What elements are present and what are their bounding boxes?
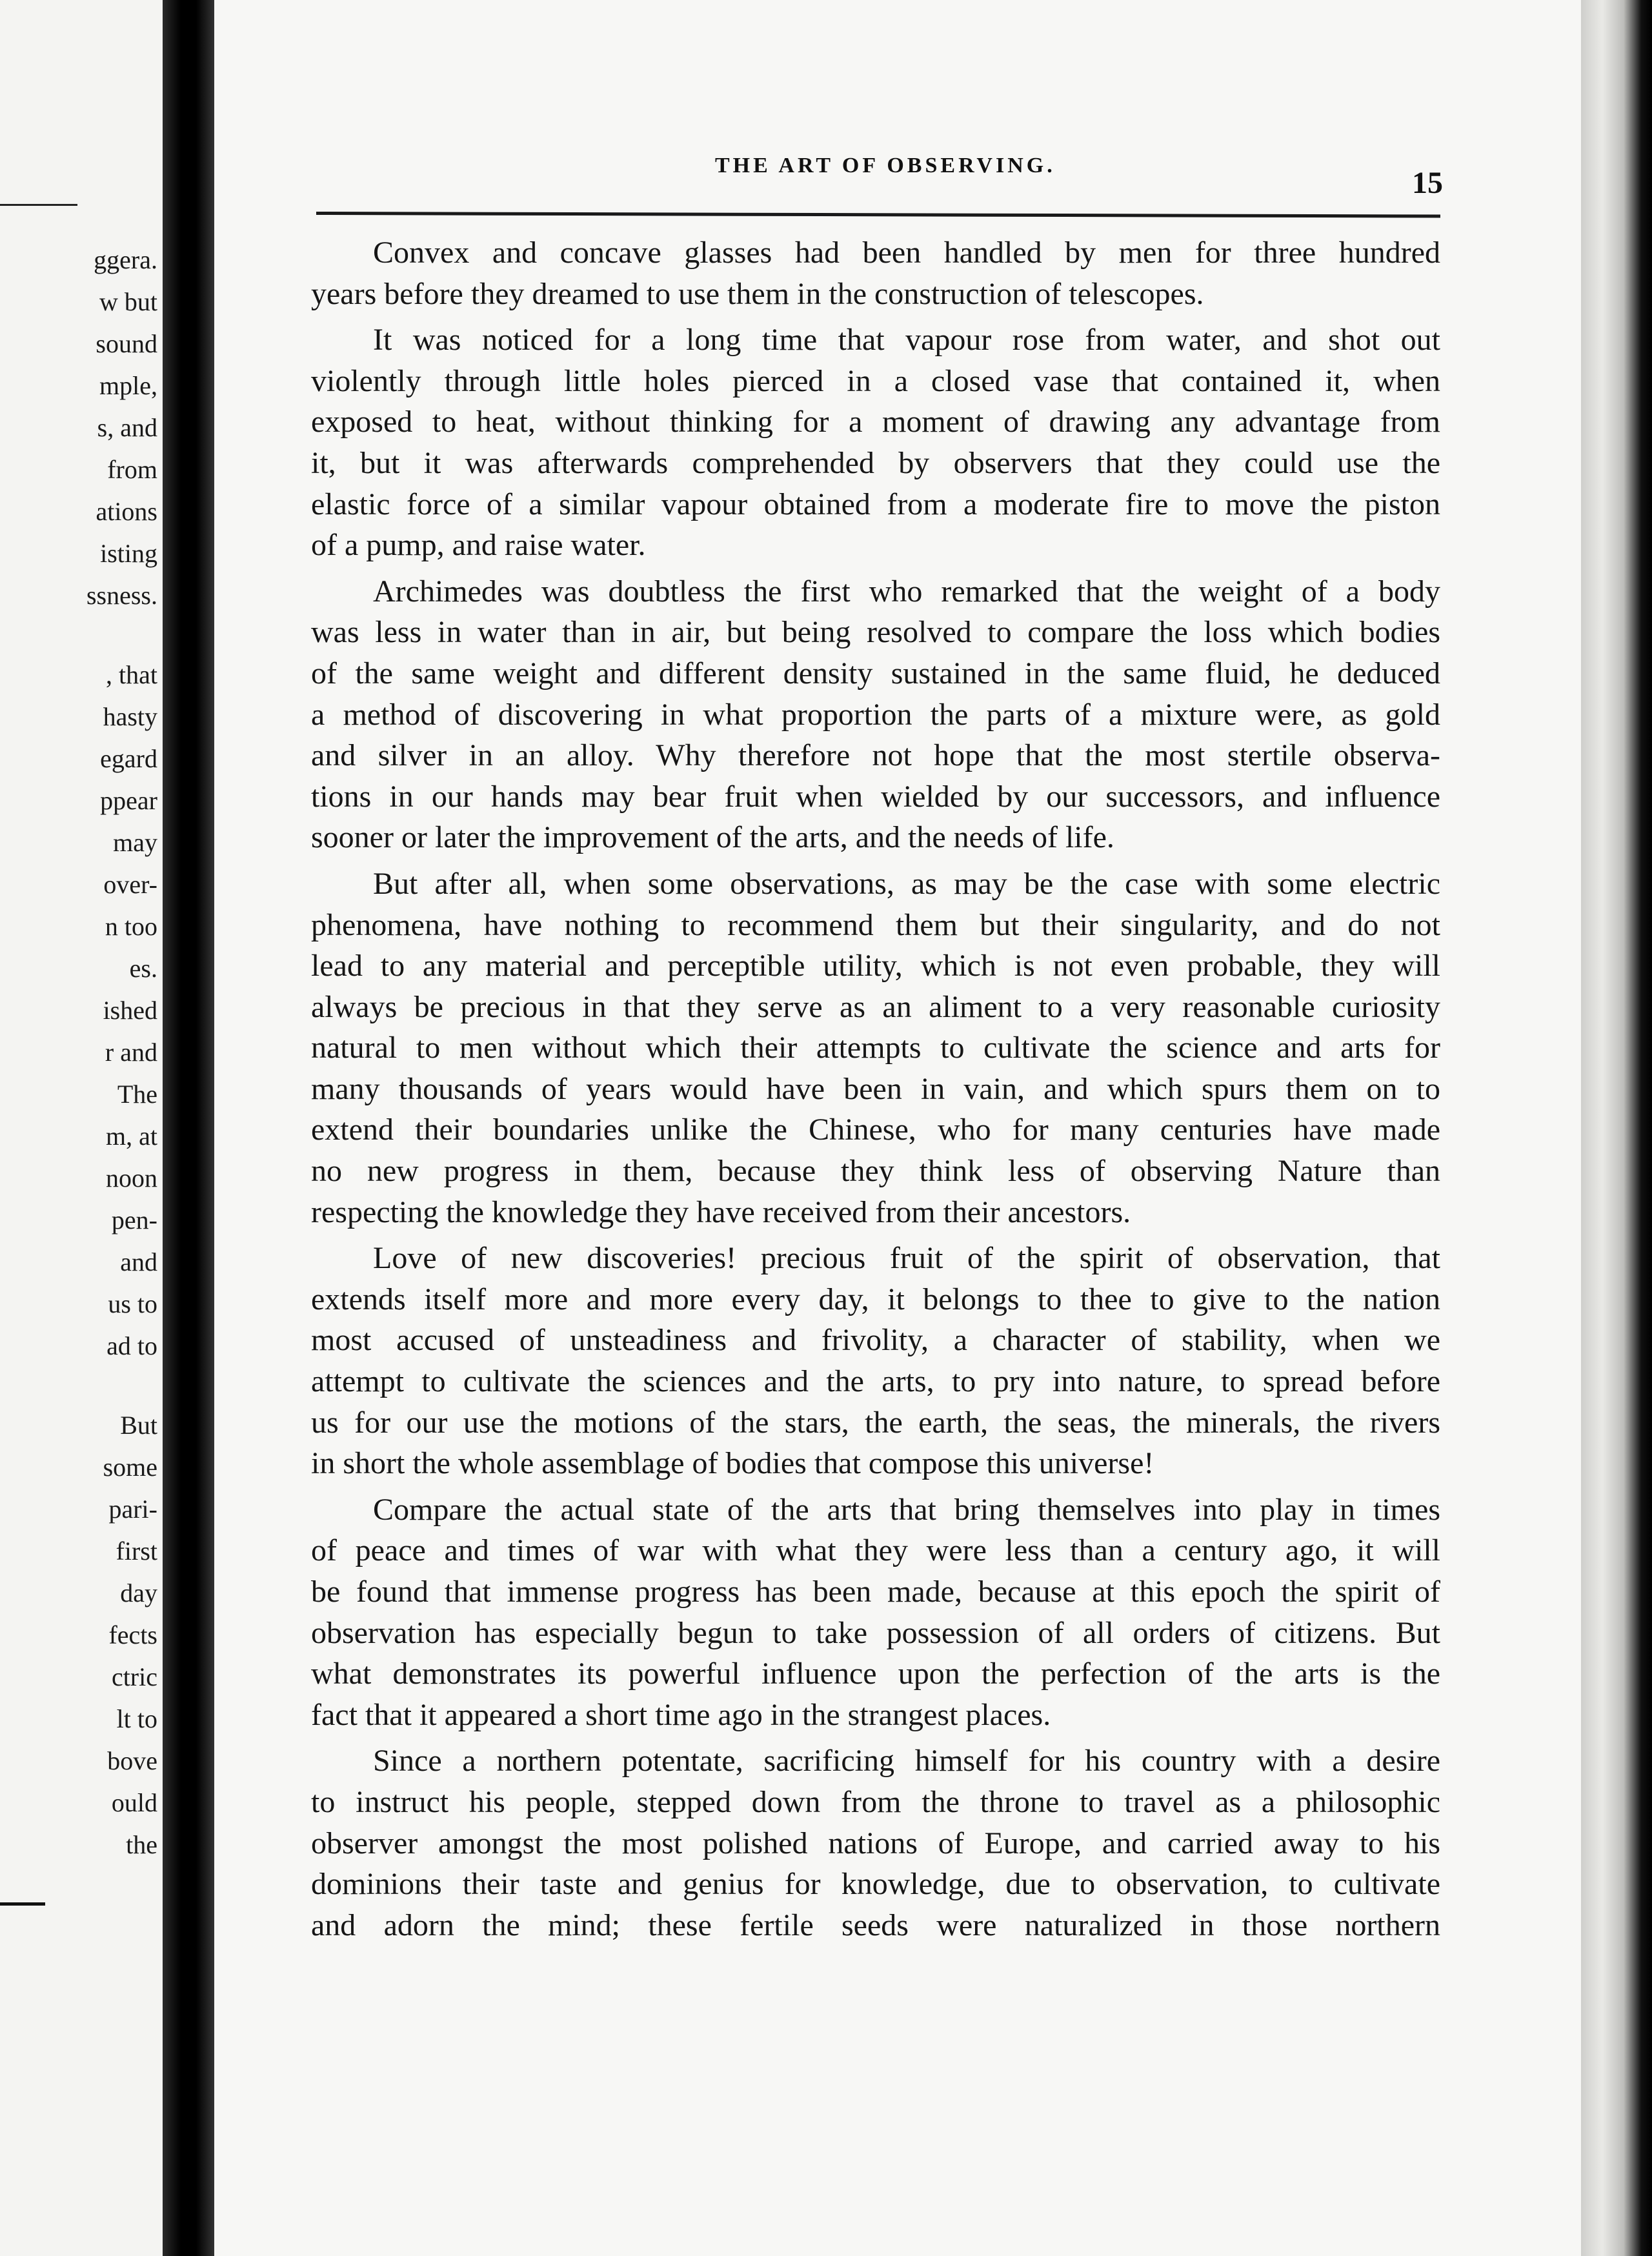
paragraph — [311, 319, 1440, 566]
text-line: be found that immense progress has been made, because at this epoch the spirit of — [311, 1575, 1440, 1609]
left-page-line: , that — [106, 660, 157, 689]
left-page-line: from — [107, 455, 157, 484]
left-page-line: mple, — [99, 371, 157, 400]
text-line: what demonstrates its powerful influence upon the perfection of the arts is the — [311, 1657, 1440, 1691]
left-page-line: hasty — [103, 702, 157, 731]
running-header-title: THE ART OF OBSERVING. — [715, 154, 1056, 177]
text-line: Archimedes was doubtless the first who remarked that the weight of a body — [373, 574, 1440, 609]
left-page-line: ctric — [111, 1662, 157, 1691]
text-line: But after all, when some observations, as may be the case with some electric — [373, 866, 1440, 901]
text-line: dominions their taste and genius for knowledge, due to observation, to cultivate — [311, 1867, 1440, 1902]
text-line: Since a northern potentate, sacrificing himself for his country with a desire — [373, 1744, 1440, 1778]
paragraph — [311, 571, 1440, 858]
book-gutter — [163, 0, 214, 2256]
left-page-line: ished — [103, 996, 157, 1025]
left-page-line: ations — [96, 497, 157, 526]
text-line: of peace and times of war with what they were less than a century ago, it will — [311, 1533, 1440, 1568]
left-page-line: first — [116, 1536, 157, 1566]
left-page-line: n too — [105, 912, 157, 941]
left-page-line: pen- — [111, 1205, 157, 1234]
text-line: and adorn the mind; these fertile seeds were naturalized in those northern — [311, 1908, 1440, 1942]
text-line: respecting the knowledge they have received from their ancestors. — [311, 1194, 1131, 1229]
paragraph — [311, 1238, 1440, 1484]
left-page-line: w but — [99, 287, 157, 316]
left-page-line: ssness. — [86, 581, 157, 610]
text-line: years before they dreamed to use them in the construction of telescopes. — [311, 276, 1204, 311]
text-line: extend their boundaries unlike the Chinese, who for many centuries have made — [311, 1113, 1440, 1147]
left-page-line: lt to — [116, 1704, 157, 1733]
text-line: most accused of unsteadiness and frivolity, a character of stability, when we — [311, 1323, 1440, 1358]
text-line: always be precious in that they serve as an aliment to a very reasonable curiosity — [311, 989, 1440, 1024]
text-line: observer amongst the most polished nations of Europe, and carried away to his — [311, 1826, 1440, 1860]
text-line: phenomena, have nothing to recommend them but their singularity, and do not — [311, 907, 1440, 942]
text-line: observation has especially begun to take possession of all orders of citizens. But — [311, 1615, 1440, 1650]
text-line: tions in our hands may bear fruit when wielded by our successors, and influence — [311, 779, 1440, 814]
text-line: many thousands of years would have been in vain, and which spurs them on to — [311, 1071, 1440, 1106]
left-page-line: the — [126, 1830, 157, 1859]
paragraph — [311, 863, 1440, 1233]
text-line: elastic force of a similar vapour obtained from a moderate fire to move the piston — [311, 487, 1440, 521]
text-line: extends itself more and more every day, it belongs to thee to give to the nation — [311, 1282, 1440, 1316]
paragraph — [311, 232, 1440, 314]
left-page-line: fects — [108, 1620, 157, 1649]
left-page-line: s, and — [97, 413, 157, 442]
left-page-line: us to — [108, 1289, 157, 1318]
left-page-line — [0, 616, 157, 654]
paragraph — [311, 1740, 1440, 1946]
left-page-text — [0, 239, 157, 1866]
left-page-line: sound — [96, 329, 157, 358]
text-line: and silver in an alloy. Why therefore not hope that the most stertile observa- — [311, 738, 1440, 773]
left-page-line: day — [120, 1578, 157, 1607]
left-page-line: r and — [105, 1038, 157, 1067]
text-line: no new progress in them, because they think less of observing Nature than — [311, 1154, 1440, 1189]
text-line: Love of new discoveries! precious fruit of the spirit of observation, that — [373, 1241, 1440, 1276]
left-page-line: and — [120, 1247, 157, 1276]
text-line: to instruct his people, stepped down from the throne to travel as a philosophic — [311, 1784, 1440, 1819]
body-text — [311, 232, 1440, 1951]
text-line: Compare the actual state of the arts that bring themselves into play in times — [373, 1492, 1440, 1527]
text-line: of the same weight and different density sustained in the same fluid, he deduced — [311, 656, 1440, 690]
text-line: us for our use the motions of the stars, the earth, the seas, the minerals, the rivers — [311, 1405, 1440, 1440]
text-line: exposed to heat, without thinking for a moment of drawing any advantage from — [311, 405, 1440, 439]
left-page-line: ad to — [106, 1331, 157, 1360]
text-line: It was noticed for a long time that vapour rose from water, and shot out — [373, 323, 1440, 358]
left-page-line: noon — [106, 1163, 157, 1193]
paragraph — [311, 1489, 1440, 1736]
text-line: violently through little holes pierced in a closed vase that contained it, when — [311, 363, 1440, 398]
text-line: of a pump, and raise water. — [311, 528, 646, 563]
text-line: in short the whole assemblage of bodies that compose this universe! — [311, 1446, 1154, 1481]
left-page-top-rule — [0, 204, 77, 206]
left-page-line: isting — [100, 539, 157, 568]
text-line: lead to any material and perceptible utility, which is not even probable, they will — [311, 949, 1440, 983]
left-page-bottom-rule — [0, 1902, 45, 1906]
text-line: it, but it was afterwards comprehended by observers that they could use the — [311, 445, 1440, 480]
left-page-line: may — [113, 828, 157, 857]
text-line: sooner or later the improvement of the arts, and the needs of life. — [311, 820, 1114, 855]
left-page-line: egard — [100, 744, 157, 773]
left-page-line: ould — [111, 1788, 157, 1817]
page-edge — [1581, 0, 1652, 2256]
left-page-line: m, at — [106, 1122, 157, 1151]
left-page-line: es. — [129, 954, 157, 983]
left-page-fragment — [0, 0, 163, 2256]
left-page-line: some — [103, 1453, 157, 1482]
text-line: Convex and concave glasses had been handled by men for three hundred — [373, 236, 1440, 270]
left-page-line: ppear — [100, 786, 157, 815]
text-line: attempt to cultivate the sciences and the arts, to pry into nature, to spread before — [311, 1364, 1440, 1399]
left-page-line: bove — [107, 1746, 157, 1775]
text-line: natural to men without which their attempts to cultivate the science and arts for — [311, 1031, 1440, 1065]
left-page-line: But — [120, 1411, 157, 1440]
text-line: was less in water than in air, but being resolved to compare the loss which bodies — [311, 615, 1440, 650]
text-line: a method of discovering in what proportion the parts of a mixture were, as gold — [311, 697, 1440, 732]
text-line: fact that it appeared a short time ago in the strangest places. — [311, 1697, 1051, 1732]
page-number: 15 — [1412, 166, 1443, 200]
left-page-line: The — [117, 1080, 157, 1109]
left-page-line: over- — [103, 870, 157, 899]
left-page-line — [0, 1367, 157, 1404]
left-page-line: pari- — [108, 1495, 157, 1524]
left-page-line: ggera. — [94, 245, 157, 274]
